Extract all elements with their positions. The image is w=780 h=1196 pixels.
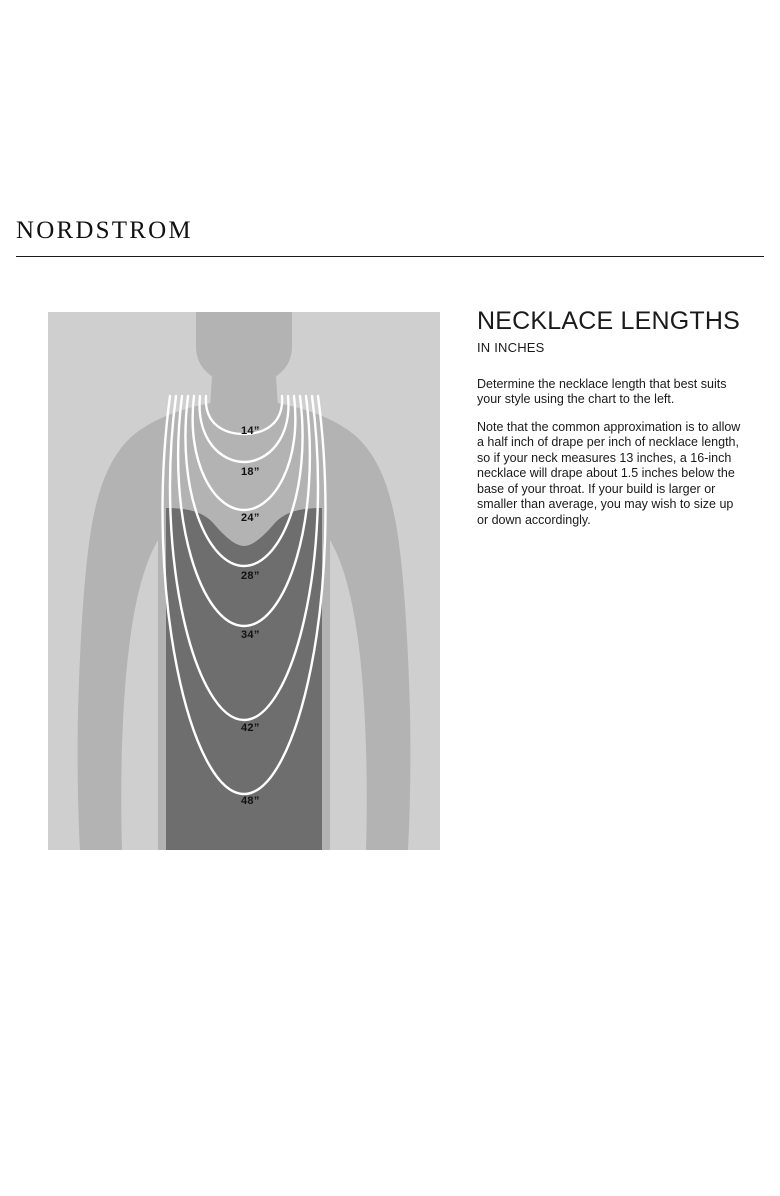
nordstrom-wordmark: NORDSTROM (16, 217, 193, 244)
length-label-48: 48” (241, 795, 260, 807)
length-label-14: 14” (241, 425, 260, 437)
length-label-34: 34” (241, 629, 260, 641)
brand-header (16, 218, 764, 257)
info-paragraph-1: Determine the necklace length that best suits your style using the chart to the left. (477, 376, 727, 407)
length-label-18: 18” (241, 466, 260, 478)
info-paragraph-2: Note that the common approximation is to allow a half inch of drape per inch of necklace length, so if your neck measures 13 inches, a 16-inch necklace will drape about 1.5 inches below the base of your throat. If your build is larger or smaller than average, you may wish to size up or down accordingly. (477, 419, 741, 527)
info-body (477, 377, 745, 529)
page-subtitle: IN INCHES (477, 339, 545, 355)
length-label-42: 42” (241, 722, 260, 734)
info-column (477, 308, 745, 528)
length-label-28: 28” (241, 570, 260, 582)
length-label-24: 24” (241, 512, 260, 524)
page-title: NECKLACE LENGTHS (477, 307, 740, 335)
